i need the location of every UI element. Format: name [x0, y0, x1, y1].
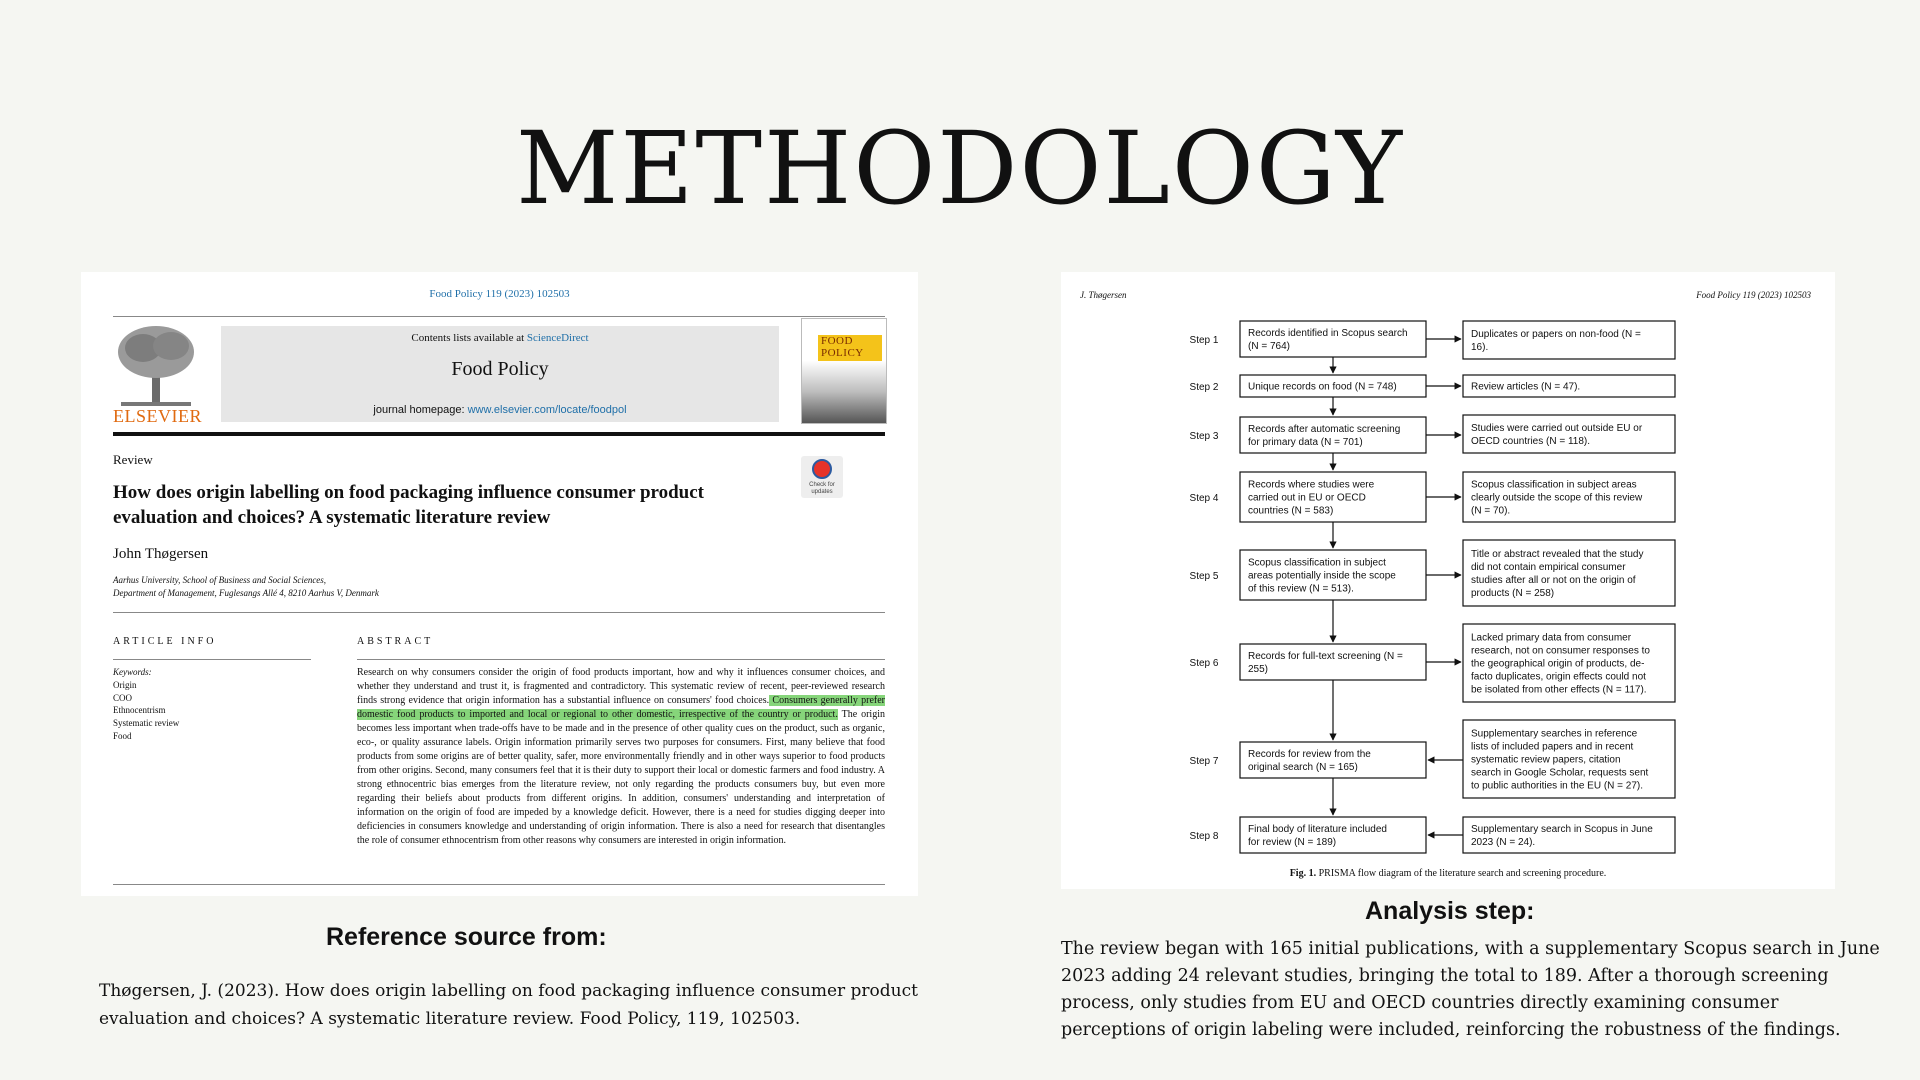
contents-prefix: Contents lists available at	[411, 332, 527, 344]
article-type: Review	[113, 452, 153, 467]
flow-box-left-text: areas potentially inside the scope	[1248, 570, 1396, 582]
flow-box-right-text: Review articles (N = 47).	[1471, 381, 1581, 393]
divider	[113, 659, 311, 660]
flow-box-right-text: 16).	[1471, 342, 1489, 353]
flow-box-left-text: Records identified in Scopus search	[1248, 328, 1408, 339]
flow-box-right-text: Studies were carried out outside EU or	[1471, 423, 1643, 434]
flow-box-right-text: be isolated from other effects (N = 117).	[1471, 684, 1647, 696]
keywords-label: Keywords:	[113, 667, 152, 677]
step-label: Step 7	[1189, 756, 1219, 767]
step-label: Step 8	[1189, 831, 1219, 842]
step-label: Step 6	[1189, 658, 1219, 669]
flow-box-right-text: systematic review papers, citation	[1471, 754, 1621, 766]
flow-header-citation: Food Policy 119 (2023) 102503	[1696, 290, 1811, 300]
author-name: John Thøgersen	[113, 546, 209, 562]
flow-box-right-text: lists of included papers and in recent	[1471, 741, 1634, 753]
divider	[113, 884, 885, 885]
paper-citation: Food Policy 119 (2023) 102503	[429, 288, 570, 300]
flow-box-left-text: for primary data (N = 701)	[1248, 437, 1363, 448]
check-for-updates-badge[interactable]	[801, 456, 843, 498]
reference-text: Thøgersen, J. (2023). How does origin labelling on food packaging influence consumer product evaluation and choices? A systematic literature review. Food Policy, 119, 102503.	[99, 981, 918, 1029]
contents-line	[221, 332, 779, 344]
flow-box-right-text: Supplementary searches in reference	[1471, 728, 1638, 740]
flow-box-right	[1463, 415, 1675, 453]
analysis-text: The review began with 165 initial publications, with a supplementary Scopus search in June 2023 adding 24 relevant studies, bringing the total to 189. After a thorough screening process, only studies from EU and OECD countries directly examining consumer perceptions of origin labeling were included, reinforcing the robustness of the findings.	[1061, 939, 1880, 1040]
caption-text: PRISMA flow diagram of the literature search and screening procedure.	[1318, 868, 1607, 879]
reference-heading: Reference source from:	[326, 923, 607, 951]
keyword-item: Food	[113, 730, 132, 741]
homepage-prefix: journal homepage:	[373, 404, 468, 416]
step-label: Step 2	[1189, 382, 1219, 393]
keyword-item: Systematic review	[113, 718, 180, 729]
sciencedirect-link[interactable]: ScienceDirect	[526, 332, 589, 344]
flow-box-right-text: 2023 (N = 24).	[1471, 837, 1536, 848]
flow-box-left-text: Records for full-text screening (N =	[1248, 651, 1403, 662]
prisma-flow-page	[1061, 272, 1835, 889]
step-label: Step 5	[1189, 571, 1219, 582]
flow-box-left-text: Unique records on food (N = 748)	[1248, 381, 1397, 393]
article-info-label: ARTICLE INFO	[113, 636, 217, 647]
cover-title-line2: POLICY	[821, 347, 864, 359]
flow-box-right-text: to public authorities in the EU (N = 27).	[1471, 780, 1644, 792]
abstract-label: ABSTRACT	[357, 636, 434, 647]
affiliation-line2: Department of Management, Fuglesangs Allé 4, 8210 Aarhus V, Denmark	[113, 588, 379, 598]
figure-caption	[1061, 868, 1835, 879]
flow-box-left-text: Records for review from the	[1248, 749, 1371, 760]
flow-box-right-text: Supplementary search in Scopus in June	[1471, 824, 1653, 835]
journal-cover	[801, 318, 887, 424]
homepage-line	[221, 404, 779, 416]
affiliation-line1: Aarhus University, School of Business and Social Sciences,	[113, 575, 327, 585]
flow-box-right-text: studies after all or not on the origin of	[1471, 575, 1636, 586]
caption-label: Fig. 1.	[1289, 868, 1317, 879]
abstract-part: The origin becomes less important when trade-offs have to be made and in the presence of other quality cues on the product, such as organic, eco-, or quality assurance labels. Origin information primarily serves two purposes for consumers. First, many believe that food products from some origins are of better quality, safer, more environmentally friendly and in other ways superior to food products from other origins. Second, many consumers feel that it is their duty to support their local or domestic farmers and food industry. A strong ethnocentric bias emerges from the literature review, not only regarding the products consumers buy, but even more regarding their beliefs about products from different origins. In addition, consumers' understanding and interpretation of information on the origin of food are impeded by a knowledge deficit. However, there is a need for studies digging deeper into deficiencies in consumers knowledge and understanding of origin information. There is also a need for research that disentangles the role of consumer ethnocentrism from other reasons why consumers are interested in origin information.	[357, 709, 885, 846]
analysis-heading: Analysis step:	[1365, 897, 1535, 925]
flow-box-left-text: 255)	[1248, 664, 1269, 675]
flow-box-right-text: did not contain empirical consumer	[1471, 562, 1626, 573]
prisma-flow-diagram	[1061, 272, 1835, 862]
badge-text: Check for updates	[809, 482, 835, 495]
flow-box-left-text: countries (N = 583)	[1248, 505, 1334, 517]
flow-box-right-text: Scopus classification in subject areas	[1471, 479, 1637, 491]
flow-box-left-text: Records where studies were	[1248, 479, 1375, 491]
flow-box-right	[1463, 321, 1675, 359]
flow-box-left-text: Final body of literature included	[1248, 824, 1387, 835]
affiliation	[113, 574, 379, 600]
keyword-item: Origin	[113, 679, 137, 690]
journal-name: Food Policy	[451, 358, 549, 380]
paper-heading: How does origin labelling on food packaging influence consumer product evaluation and choices? A systematic literature review	[113, 482, 705, 528]
bookmark-icon	[812, 459, 832, 479]
abstract-text	[357, 666, 885, 848]
flow-box-right-text: products (N = 258)	[1471, 588, 1555, 599]
flow-box-right-text: Title or abstract revealed that the study	[1471, 549, 1644, 560]
paper-first-page	[81, 272, 918, 896]
keywords-list	[113, 666, 179, 743]
flow-box-right-text: (N = 70).	[1471, 505, 1511, 517]
divider	[113, 612, 885, 613]
flow-box-left-text: carried out in EU or OECD	[1248, 492, 1366, 504]
step-label: Step 3	[1189, 431, 1219, 442]
flow-header-author: J. Thøgersen	[1080, 290, 1127, 300]
cover-title-line1: FOOD	[821, 335, 853, 347]
flow-box-right-text: OECD countries (N = 118).	[1471, 436, 1591, 447]
flow-box-left-text: (N = 764)	[1248, 341, 1290, 352]
flow-box-left-text: of this review (N = 513).	[1248, 583, 1354, 595]
flow-box-right-text: facto duplicates, origin effects could not	[1471, 671, 1646, 683]
keyword-item: Ethnocentrism	[113, 705, 166, 716]
elsevier-logo-text: ELSEVIER	[113, 406, 202, 426]
flow-box-right-text: Lacked primary data from consumer	[1471, 632, 1632, 644]
step-label: Step 4	[1189, 493, 1219, 504]
keyword-item: COO	[113, 692, 133, 703]
flow-box-left-text: for review (N = 189)	[1248, 837, 1337, 848]
flow-box-left-text: original search (N = 165)	[1248, 762, 1358, 773]
flow-box-left-text: Scopus classification in subject	[1248, 557, 1386, 569]
flow-box-left-text: Records after automatic screening	[1248, 424, 1401, 435]
abstract-highlight: Consumers generally prefer domestic food products to imported and local or regional to other domestic, irrespective of the country or product.	[357, 695, 885, 720]
homepage-link[interactable]: www.elsevier.com/locate/foodpol	[467, 404, 627, 416]
divider	[113, 316, 885, 317]
abstract-part: Research on why consumers consider the origin of food products important, how and why it influences consumer choices, and whether they understand and trust it, is fragmented and contradictory. This systematic review of recent, peer-reviewed research finds strong evidence that origin information has a substantial influence on consumers' food choices.	[357, 667, 885, 706]
divider	[357, 659, 885, 660]
step-label: Step 1	[1189, 335, 1219, 346]
slide-title: METHODOLOGY	[516, 110, 1404, 227]
flow-box-right-text: clearly outside the scope of this review	[1471, 492, 1643, 504]
flow-box-right-text: the geographical origin of products, de-	[1471, 658, 1645, 670]
journal-banner	[221, 326, 779, 422]
flow-box-right-text: Duplicates or papers on non-food (N =	[1471, 329, 1641, 340]
flow-box-right-text: research, not on consumer responses to	[1471, 645, 1650, 657]
thick-divider	[113, 432, 885, 436]
flow-box-right-text: search in Google Scholar, requests sent	[1471, 767, 1649, 779]
cover-title	[821, 335, 864, 359]
